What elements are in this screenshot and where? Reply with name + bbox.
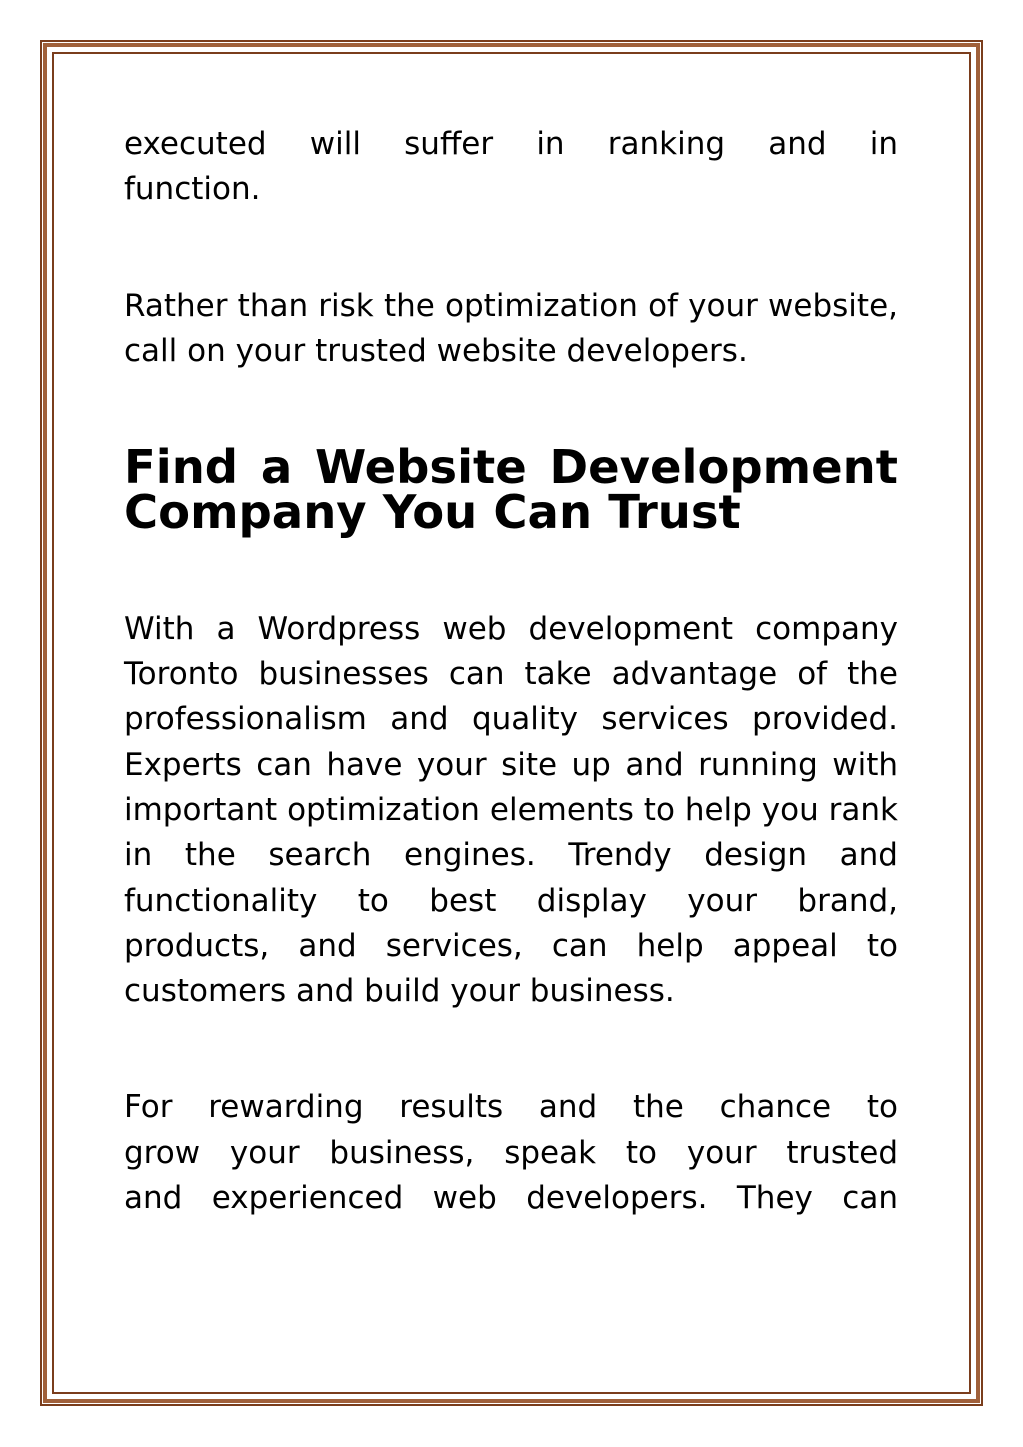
paragraph-continuation-line-2: function. — [124, 171, 261, 208]
paragraph-gap — [124, 374, 898, 445]
paragraph-gap — [124, 536, 898, 607]
paragraph-optimization: Rather than risk the optimization of your website, call on your trusted website developers. — [124, 287, 898, 369]
paragraph-gap — [124, 1014, 898, 1085]
paragraph-rewarding-line-3: and experienced web developers. They can — [124, 1180, 898, 1217]
paragraph-rewarding-results — [124, 1085, 898, 1221]
paragraph-rewarding-line-2: grow your business, speak to your trusted — [124, 1134, 898, 1171]
document-body — [124, 122, 898, 1221]
paragraph-gap — [124, 213, 898, 284]
paragraph-wordpress-company: With a Wordpress web development company Toronto businesses can take advantage of the professionalism and quality services provided. Experts can have your site up and running with important optimization elements to help you rank in the search engines. Trendy design and functionality to best display your brand, products, and services, can help appeal to customers and build your business. — [124, 610, 898, 1010]
paragraph-continuation-line-1: executed will suffer in ranking and in — [124, 126, 898, 162]
section-heading: Find a Website Development Company You Can Trust — [124, 440, 898, 540]
paragraph-rewarding-line-1: For rewarding results and the chance to — [124, 1089, 898, 1126]
paragraph-continuation — [124, 122, 898, 213]
